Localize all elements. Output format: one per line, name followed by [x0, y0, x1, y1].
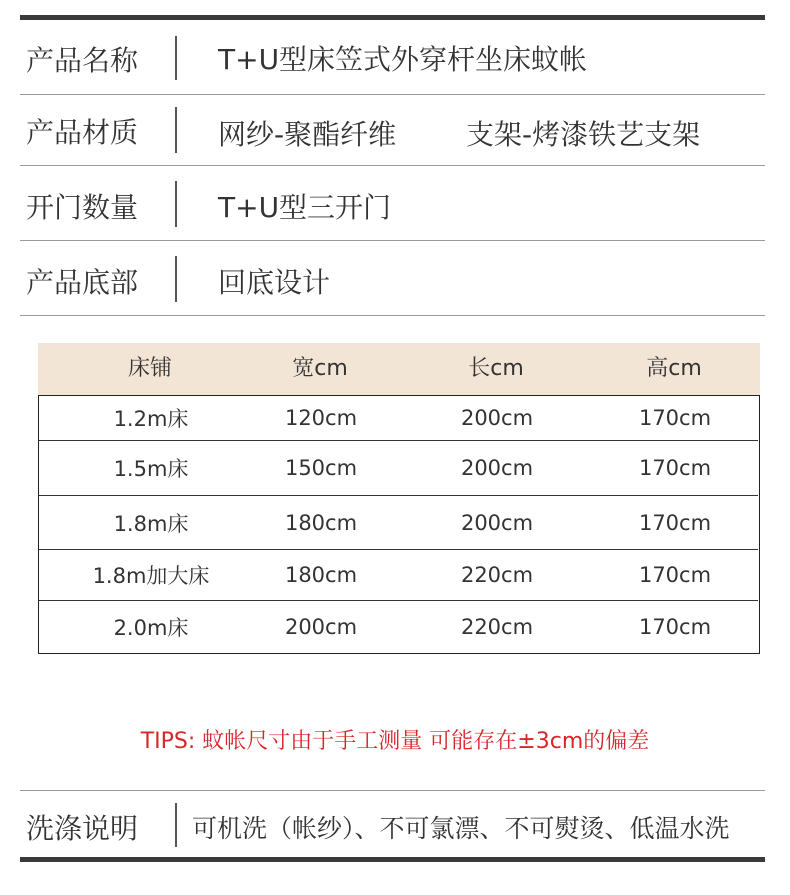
table-cell: 1.8m加大床: [92, 564, 210, 588]
spec-value: 支架-烤漆铁艺支架: [466, 118, 701, 151]
table-cell: 170cm: [638, 456, 712, 480]
spec-row-bottom: [20, 241, 765, 315]
table-cell: 2.0m床: [113, 615, 189, 640]
size-table: [38, 395, 760, 654]
table-row: [39, 601, 758, 652]
spec-row-material: [20, 95, 765, 165]
divider: [175, 107, 177, 153]
divider: [175, 256, 177, 302]
table-cell: 200cm: [460, 510, 534, 535]
column-header: 宽cm: [292, 356, 348, 381]
spec-row-doors: [20, 166, 765, 240]
table-cell: 180cm: [284, 563, 358, 587]
table-cell: 1.2m床: [113, 407, 189, 431]
spec-value: 网纱-聚酯纤维: [218, 118, 397, 151]
washing-row: [20, 791, 765, 857]
divider: [175, 803, 177, 847]
column-header: 床铺: [127, 356, 172, 381]
spec-label: 产品底部: [26, 266, 139, 299]
table-row: [39, 396, 758, 441]
table-cell: 200cm: [460, 406, 534, 430]
bottom-rule: [20, 857, 765, 862]
spec-row-name: [20, 20, 765, 94]
table-cell: 220cm: [460, 614, 534, 639]
spec-value: T+U型三开门: [218, 191, 392, 224]
spec-value: 回底设计: [218, 266, 331, 299]
table-cell: 200cm: [460, 456, 534, 480]
washing-value: 可机洗（帐纱）、不可氯漂、不可熨烫、低温水洗: [192, 814, 730, 843]
column-header: 高cm: [646, 356, 702, 381]
column-header: 长cm: [468, 356, 524, 381]
row-divider: [20, 315, 765, 316]
tips-note: TIPS: 蚊帐尺寸由于手工测量 可能存在±3cm的偏差: [140, 729, 650, 754]
spec-label: 产品材质: [26, 116, 139, 149]
table-cell: 180cm: [284, 510, 358, 535]
table-cell: 220cm: [460, 563, 534, 587]
size-table-header: [38, 343, 760, 395]
washing-label: 洗涤说明: [26, 812, 139, 845]
table-row: [39, 550, 758, 601]
spec-label: 产品名称: [26, 44, 139, 77]
table-cell: 170cm: [638, 563, 712, 587]
table-row: [39, 441, 758, 496]
divider: [175, 36, 177, 80]
table-cell: 1.8m床: [113, 511, 189, 536]
table-cell: 150cm: [284, 456, 358, 480]
spec-label: 开门数量: [26, 191, 139, 224]
table-cell: 1.5m床: [113, 457, 189, 481]
table-cell: 170cm: [638, 614, 712, 639]
table-cell: 120cm: [284, 406, 358, 430]
table-cell: 170cm: [638, 510, 712, 535]
divider: [175, 181, 177, 227]
table-cell: 200cm: [284, 614, 358, 639]
spec-value: T+U型床笠式外穿杆坐床蚊帐: [218, 43, 588, 76]
table-row: [39, 496, 758, 550]
table-cell: 170cm: [638, 406, 712, 430]
